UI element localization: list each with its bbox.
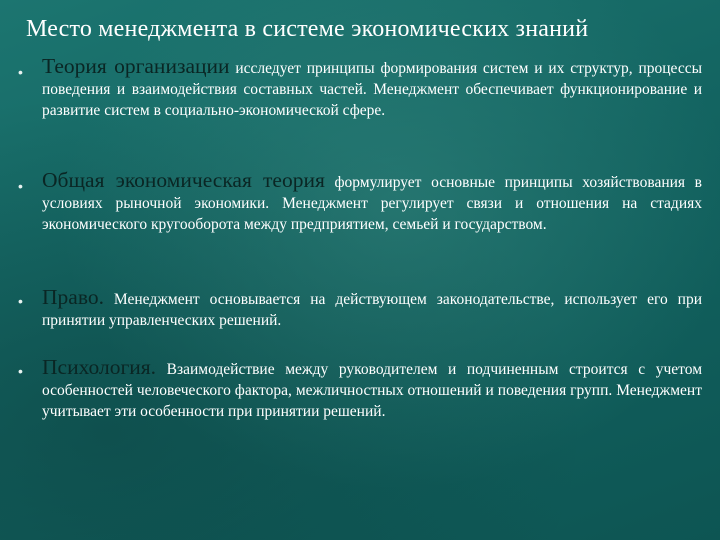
bullet-item-organization-theory xyxy=(18,56,702,121)
bullet-text: Взаимодействие между руководителем и подчиненным строится с учетом особенностей человеческого фактора, межличностных отношений и поведения групп. Менеджмент учитывает эти особенности при принятии решений. xyxy=(42,361,702,420)
bullet-icon: • xyxy=(18,178,23,194)
bullet-icon: • xyxy=(18,293,23,309)
bullet-icon: • xyxy=(18,363,23,379)
bullet-term: Теория организации xyxy=(42,54,230,78)
bullet-text: Менеджмент основывается на действующем законодательстве, использует его при принятии управленческих решений. xyxy=(42,291,702,329)
bullet-paragraph xyxy=(42,56,702,121)
bullet-item-economic-theory xyxy=(18,170,702,235)
slide-title: Место менеджмента в системе экономических знаний xyxy=(26,16,589,42)
bullet-term: Общая экономическая теория xyxy=(42,168,325,192)
bullet-icon: • xyxy=(18,64,23,80)
bullet-item-law xyxy=(18,287,702,331)
bullet-paragraph xyxy=(42,287,702,331)
bullet-text: формулирует основные принципы хозяйствования в условиях рыночной экономики. Менеджмент регулирует связи и отношения на стадиях экономического кругооборота между предприятием, семьей и государством. xyxy=(42,174,703,233)
bullet-paragraph xyxy=(42,170,702,235)
bullet-text: исследует принципы формирования систем и их структур, процессы поведения и взаимодействия составных частей. Менеджмент обеспечивает функционирование и развитие систем в социально-экономической сфере. xyxy=(42,60,703,119)
bullet-paragraph xyxy=(42,357,702,422)
bullet-term: Право. xyxy=(42,285,104,309)
bullet-item-psychology xyxy=(18,357,702,422)
bullet-term: Психология. xyxy=(42,355,157,379)
